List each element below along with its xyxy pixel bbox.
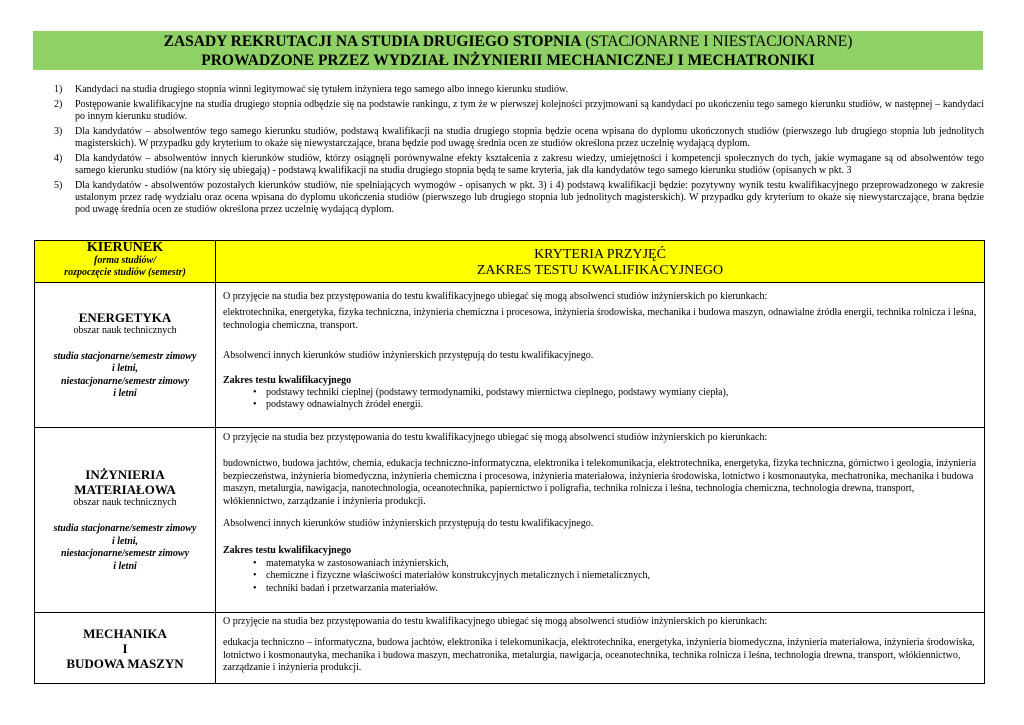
kryteria-kierunki-list: budownictwo, budowa jachtów, chemia, edukacja techniczno-informatyczna, elektronika i telekomunikacja, elektrotechnika, energetyka, fizyka techniczna, górnictwo i geologia, inżynieria bezpieczeństwa, inżynieria biomedyczna, inżynieria chemiczna i procesowa, inżynieria materiałowa, inżynieria środowiska, lotnictwo i kosmonautyka, mechatronika, mechanika i budowa maszyn, metalurgia, nawigacja, nanotechnologia, oceanotechnika, papiernictwo i poligrafia, technika rolnicza i leśna, technologia chemiczna, technologia drewna, transport, włókiennictwo, zarządzanie i inżynieria produkcji.: [223, 458, 977, 507]
rule-number: 1): [54, 84, 63, 95]
forma-line: i letni: [113, 560, 137, 572]
rule-item: [54, 126, 984, 150]
rule-number: 3): [54, 125, 63, 137]
kierunek-forma: [35, 351, 215, 401]
rule-text: Postępowanie kwalifikacyjne na studia drugiego stopnia odbędzie się na podstawie rankingu, z tym że w pierwszej kolejności przyjmowani są kandydaci po ukończeniu tego samego kierunku studiów, w następnej – kandydaci po innym kierunku studiów.: [75, 98, 984, 122]
page-subtitle: PROWADZONE PRZEZ WYDZIAŁ INŻYNIERII MECHANICZNEJ I MECHATRONIKI: [201, 52, 815, 69]
title-banner: [33, 31, 983, 70]
header-kryteria: [216, 241, 985, 283]
rule-item: [54, 84, 984, 96]
zakres-item: • podstawy odnawialnych źródeł energii.: [253, 399, 978, 411]
table-header-row: [35, 241, 985, 283]
kierunek-name-line2: I: [122, 640, 128, 656]
table-row: [35, 283, 985, 428]
rule-item: [54, 180, 984, 217]
kierunek-cell: [35, 283, 216, 428]
kryteria-cell: [216, 428, 985, 613]
header-kierunek-sub2: rozpoczęcie studiów (semestr): [64, 267, 186, 278]
kryteria-other: Absolwenci innych kierunków studiów inżynierskich przystępują do testu kwalifikacyjnego.: [223, 518, 594, 530]
kierunek-name-line1: INŻYNIERIA: [85, 467, 165, 482]
header-kryteria-line2: ZAKRES TESTU KWALIFIKACYJNEGO: [476, 262, 724, 278]
rule-text: Dla kandydatów – absolwentów tego samego kierunku studiów, podstawą kwalifikacji na studia drugiego stopnia będzie ocena wpisana do dyplomu ukończonych studiów (pierwszego lub drugiego stopnia lub jednolitych magisterskich). W przypadku gdy kryterium to okaże się niewystarczające, brana będzie pod uwagę średnia ocen ze studiów określona przez uczelnię wydającą dyplom.: [75, 125, 984, 149]
zakres-item: • podstawy techniki cieplnej (podstawy termodynamiki, podstawy miernictwa cieplnego, podstawy wymiany ciepła),: [253, 387, 978, 399]
page-title-bold: ZASADY REKRUTACJI NA STUDIA DRUGIEGO STOPNIA: [163, 33, 582, 50]
kryteria-intro: O przyjęcie na studia bez przystępowania do testu kwalifikacyjnego ubiegać się mogą absolwenci studiów inżynierskich po kierunkach:: [223, 616, 768, 627]
zakres-title: Zakres testu kwalifikacyjnego: [223, 545, 352, 557]
forma-line: niestacjonarne/semestr zimowy: [60, 375, 190, 387]
forma-line: niestacjonarne/semestr zimowy: [60, 548, 190, 559]
rule-number: 4): [54, 152, 63, 164]
rule-item: [54, 99, 984, 123]
forma-line: i letni,: [111, 363, 139, 374]
kryteria-cell: [216, 613, 985, 684]
header-kryteria-line1: KRYTERIA PRZYJĘĆ: [534, 246, 666, 262]
kierunek-name: ENERGETYKA: [78, 309, 172, 325]
forma-line: i letni,: [111, 535, 139, 547]
kryteria-cell: [216, 283, 985, 428]
kryteria-intro: O przyjęcie na studia bez przystępowania do testu kwalifikacyjnego ubiegać się mogą absolwenci studiów inżynierskich po kierunkach:: [223, 291, 768, 302]
zakres-list: [223, 387, 978, 412]
forma-line: studia stacjonarne/semestr zimowy: [53, 350, 197, 362]
kierunek-field: obszar nauk technicznych: [73, 497, 177, 508]
kierunek-name-line1: MECHANIKA: [83, 625, 167, 641]
kryteria-kierunki-list: elektrotechnika, energetyka, fizyka techniczna, inżynieria chemiczna i procesowa, inżynieria środowiska, mechanika i budowa maszyn, odnawialne źródła energii, technika rolnicza i leśna, technologia chemiczna, transport.: [223, 307, 977, 331]
zakres-item: • matematyka w zastosowaniach inżynierskich,: [253, 558, 978, 570]
rule-text: Kandydaci na studia drugiego stopnia winni legitymować się tytułem inżyniera tego samego albo innego kierunku studiów.: [75, 84, 569, 95]
header-kierunek-title: KIERUNEK: [86, 240, 164, 255]
kierunek-name-line2: MATERIAŁOWA: [74, 482, 176, 497]
criteria-table: [34, 240, 985, 684]
rule-text: Dla kandydatów – absolwentów innych kierunków studiów, którzy osiągnęli porównywalne efekty kształcenia z zakresu wiedzy, umiejętności i kompetencji społecznych do tych, jakie wymagane są od absolwentów tego samego kierunku studiów (na który się ubiegają) - podstawą kwalifikacji na studia drugiego stopnia będą te same kryteria, jak dla kandydatów tego samego kierunku studiów (opisanych w pkt. 3: [75, 152, 984, 176]
page-title: [33, 31, 983, 51]
forma-line: studia stacjonarne/semestr zimowy: [53, 523, 197, 534]
table-row: [35, 613, 985, 684]
header-kierunek-sub1: forma studiów/: [94, 255, 156, 266]
forma-line: i letni: [113, 388, 137, 399]
rules-list: [54, 84, 984, 219]
zakres-item: • chemiczne i fizyczne właściwości materiałów konstrukcyjnych metalicznych i niemetalicznych,: [253, 570, 978, 582]
table-row: [35, 428, 985, 613]
kierunek-cell: [35, 613, 216, 684]
kryteria-kierunki-list: edukacja techniczno – informatyczna, budowa jachtów, elektronika i telekomunikacja, elektrotechnika, energetyka, inżynieria biomedyczna, inżynieria materiałowa, inżynieria środowiska, lotnictwo i kosmonautyka, mechanika i budowa maszyn, mechatronika, metalurgia, nawigacja, oceanotechnika, technika rolnicza i leśna, technologia drewna, transport, włókiennictwo, zarządzanie i inżynieria produkcji.: [223, 637, 975, 674]
rule-item: [54, 153, 984, 177]
kierunek-cell: [35, 428, 216, 613]
kryteria-intro: O przyjęcie na studia bez przystępowania do testu kwalifikacyjnego ubiegać się mogą absolwenci studiów inżynierskich po kierunkach:: [223, 432, 768, 443]
zakres-list: [223, 558, 978, 595]
page-title-normal: (STACJONARNE I NIESTACJONARNE): [581, 33, 853, 50]
kryteria-other: Absolwenci innych kierunków studiów inżynierskich przystępują do testu kwalifikacyjnego.: [223, 350, 594, 362]
kierunek-name-line3: BUDOWA MASZYN: [66, 655, 184, 671]
rule-number: 2): [54, 98, 63, 110]
kierunek-field: obszar nauk technicznych: [73, 324, 177, 336]
rule-number: 5): [54, 179, 63, 191]
zakres-title: Zakres testu kwalifikacyjnego: [223, 374, 352, 386]
zakres-item: • techniki badań i przetwarzania materiałów.: [253, 583, 978, 595]
rule-text: Dla kandydatów - absolwentów pozostałych kierunków studiów, nie spełniających wymogów - opisanych w pkt. 3) i 4) podstawą kwalifikacji będzie: pozytywny wynik testu kwalifikacyjnego przeprowadzonego w zakresie ustalonym przez radę wydziału oraz ocena wpisana do dyplomu ukończenia studiów (pierwszego lub drugiego stopnia lub jednolitych magisterskich). W przypadku gdy kryterium to okaże się niewystarczające, brana będzie pod uwagę średnia ocen ze studiów określona przez uczelnię wydającą dyplom.: [75, 179, 984, 216]
kierunek-forma: [35, 523, 215, 573]
header-kierunek: [35, 241, 216, 283]
